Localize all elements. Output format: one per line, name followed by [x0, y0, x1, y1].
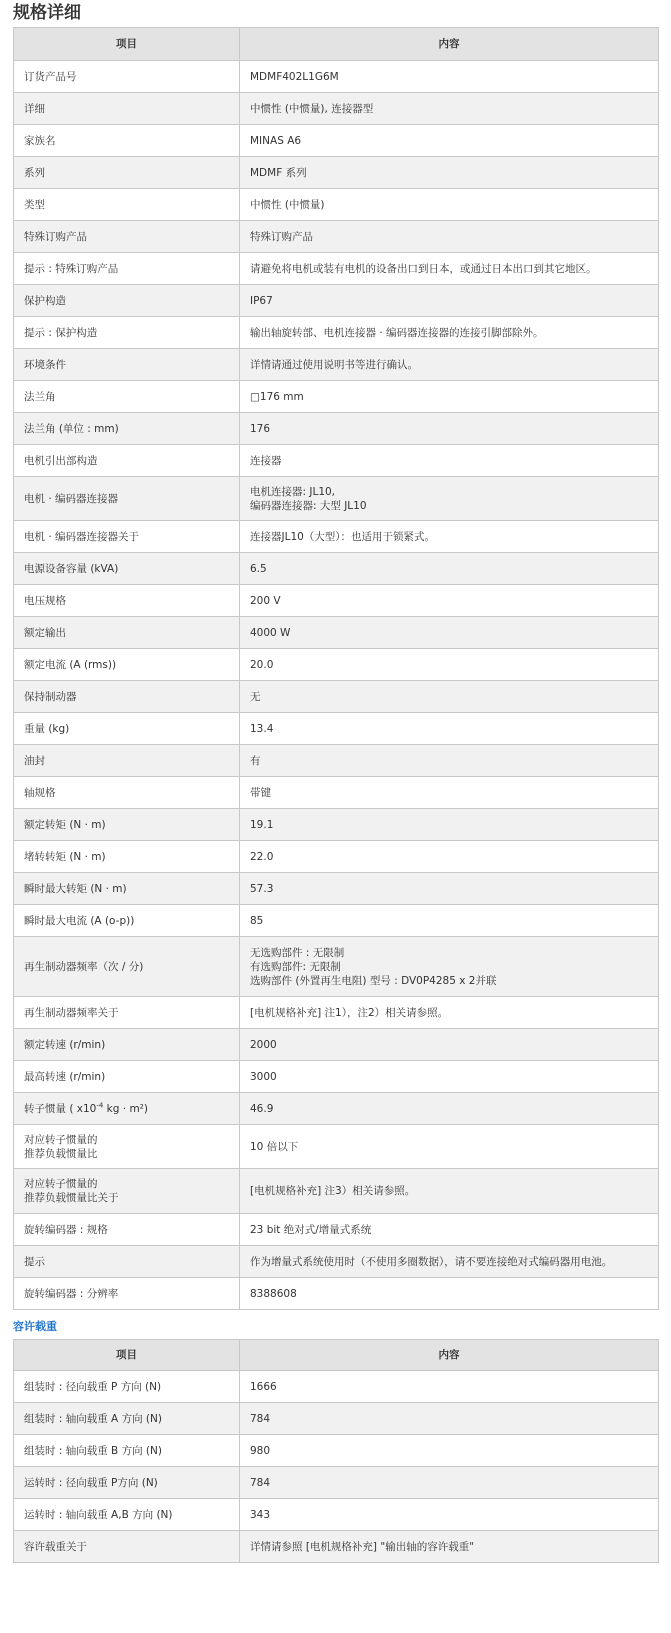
- table-row: [14, 1403, 659, 1435]
- table-row: [14, 1435, 659, 1467]
- row-value: [240, 937, 659, 997]
- row-label: 轴规格: [14, 777, 240, 809]
- row-label: 家族名: [14, 125, 240, 157]
- row-value: 57.3: [240, 873, 659, 905]
- row-label: 订货产品号: [14, 61, 240, 93]
- row-value: 176: [240, 413, 659, 445]
- row-value: MINAS A6: [240, 125, 659, 157]
- exponent: -4: [96, 1101, 104, 1109]
- row-label-line: 对应转子惯量的: [24, 1133, 98, 1146]
- row-label: [14, 1125, 240, 1169]
- row-value: 200 V: [240, 585, 659, 617]
- table-row: [14, 253, 659, 285]
- row-value: 输出轴旋转部、电机连接器 · 编码器连接器的连接引脚部除外。: [240, 317, 659, 349]
- row-value: 详情请参照 [电机规格补充] "输出轴的容许载重": [240, 1531, 659, 1563]
- allowable-load-link[interactable]: 容许载重: [13, 1320, 57, 1333]
- row-label: 运转时 : 轴向载重 A,B 方向 (N): [14, 1499, 240, 1531]
- row-value: [电机规格补充] 注1），注2）相关请参照。: [240, 997, 659, 1029]
- row-value: 1666: [240, 1371, 659, 1403]
- row-value: [240, 477, 659, 521]
- table-row: [14, 1093, 659, 1125]
- row-value: □176 mm: [240, 381, 659, 413]
- row-value: 有: [240, 745, 659, 777]
- row-value: MDMF402L1G6M: [240, 61, 659, 93]
- row-value: 784: [240, 1403, 659, 1435]
- row-label: 额定转矩 (N · m): [14, 809, 240, 841]
- page-title: 规格详细: [13, 3, 81, 23]
- column-header-item: 项目: [14, 28, 240, 61]
- row-label-part: 转子惯量 ( x10: [24, 1102, 97, 1115]
- row-value: 连接器: [240, 445, 659, 477]
- table-row: [14, 905, 659, 937]
- row-label: 组装时 : 轴向载重 A 方向 (N): [14, 1403, 240, 1435]
- row-label: 旋转编码器 : 规格: [14, 1214, 240, 1246]
- table-row: [14, 681, 659, 713]
- row-label: [14, 1093, 240, 1125]
- row-label-line: 对应转子惯量的: [24, 1178, 98, 1190]
- row-label: 最高转速 (r/min): [14, 1061, 240, 1093]
- table-row: [14, 713, 659, 745]
- table-row: [14, 477, 659, 521]
- row-label: 瞬时最大电流 (A (o-p)): [14, 905, 240, 937]
- column-header-item: 项目: [14, 1340, 240, 1371]
- row-value: 23 bit 绝对式/增量式系统: [240, 1214, 659, 1246]
- row-label: 法兰角: [14, 381, 240, 413]
- row-label: 容许载重关于: [14, 1531, 240, 1563]
- row-label-line: 推荐负载惯量比关于: [24, 1192, 119, 1204]
- row-value: 10 倍以下: [240, 1125, 659, 1169]
- row-label: 组装时 : 轴向载重 B 方向 (N): [14, 1435, 240, 1467]
- row-label: 电压规格: [14, 585, 240, 617]
- row-value-line: 选购部件 (外置再生电阻) 型号 : DV0P4285 x 2并联: [250, 974, 497, 987]
- table-row: [14, 125, 659, 157]
- row-label: 类型: [14, 189, 240, 221]
- table-row: [14, 1467, 659, 1499]
- row-value: 13.4: [240, 713, 659, 745]
- table-row: [14, 649, 659, 681]
- row-label: 油封: [14, 745, 240, 777]
- row-label: 瞬时最大转矩 (N · m): [14, 873, 240, 905]
- table-row: [14, 585, 659, 617]
- row-label: 堵转转矩 (N · m): [14, 841, 240, 873]
- row-value: 中惯性 (中惯量), 连接器型: [240, 93, 659, 125]
- row-value: 8388608: [240, 1278, 659, 1310]
- row-label: 再生制动器频率关于: [14, 997, 240, 1029]
- row-value-line: 编码器连接器: 大型 JL10: [250, 499, 367, 512]
- row-value: 特殊订购产品: [240, 221, 659, 253]
- table-row: [14, 1278, 659, 1310]
- row-value: IP67: [240, 285, 659, 317]
- table-row: [14, 1061, 659, 1093]
- row-label: 特殊订购产品: [14, 221, 240, 253]
- row-label: 保持制动器: [14, 681, 240, 713]
- table-row: [14, 1169, 659, 1214]
- row-label: 保护构造: [14, 285, 240, 317]
- table-row: [14, 997, 659, 1029]
- table-row: [14, 1531, 659, 1563]
- row-value: 带键: [240, 777, 659, 809]
- row-label: 额定转速 (r/min): [14, 1029, 240, 1061]
- row-value: [电机规格补充] 注3）相关请参照。: [240, 1169, 659, 1214]
- table-row: [14, 1371, 659, 1403]
- row-value: 详情请通过使用说明书等进行确认。: [240, 349, 659, 381]
- row-label-line: 推荐负载惯量比: [24, 1147, 98, 1160]
- row-value: 无: [240, 681, 659, 713]
- row-label: 电机引出部构造: [14, 445, 240, 477]
- row-value: 3000: [240, 1061, 659, 1093]
- row-value: 343: [240, 1499, 659, 1531]
- table-row: [14, 61, 659, 93]
- row-label: 再生制动器频率（次 / 分): [14, 937, 240, 997]
- row-label: 提示: [14, 1246, 240, 1278]
- row-value: 2000: [240, 1029, 659, 1061]
- table-row: [14, 445, 659, 477]
- row-label: 重量 (kg): [14, 713, 240, 745]
- row-label: 详细: [14, 93, 240, 125]
- row-value: 784: [240, 1467, 659, 1499]
- row-value-line: 无选购部件 : 无限制: [250, 946, 345, 959]
- table-row: [14, 189, 659, 221]
- table-row: [14, 1499, 659, 1531]
- spec-table-header-row: [14, 28, 659, 61]
- table-row: [14, 617, 659, 649]
- row-value-line: 电机连接器: JL10,: [250, 485, 336, 498]
- row-label: 提示 : 特殊订购产品: [14, 253, 240, 285]
- row-value: 22.0: [240, 841, 659, 873]
- table-row: [14, 1246, 659, 1278]
- table-row: [14, 285, 659, 317]
- row-label: 系列: [14, 157, 240, 189]
- table-row: [14, 873, 659, 905]
- row-value: 6.5: [240, 553, 659, 585]
- row-label: 额定输出: [14, 617, 240, 649]
- row-value: 19.1: [240, 809, 659, 841]
- load-table-header-row: [14, 1340, 659, 1371]
- row-label-part: kg · m²): [103, 1102, 148, 1115]
- table-row: [14, 93, 659, 125]
- spec-table: [13, 27, 659, 1310]
- row-value: 请避免将电机或装有电机的设备出口到日本，或通过日本出口到其它地区。: [240, 253, 659, 285]
- row-value: 作为增量式系统使用时（不使用多圈数据），请不要连接绝对式编码器用电池。: [240, 1246, 659, 1278]
- table-row: [14, 521, 659, 553]
- table-row: [14, 1029, 659, 1061]
- table-row: [14, 777, 659, 809]
- table-row: [14, 553, 659, 585]
- row-label: 电机 · 编码器连接器关于: [14, 521, 240, 553]
- table-row: [14, 937, 659, 997]
- row-label: 法兰角 (单位 : mm): [14, 413, 240, 445]
- row-value: 85: [240, 905, 659, 937]
- allowable-load-table: [13, 1339, 659, 1563]
- table-row: [14, 157, 659, 189]
- row-label: 提示 : 保护构造: [14, 317, 240, 349]
- table-row: [14, 1125, 659, 1169]
- row-label: 电源设备容量 (kVA): [14, 553, 240, 585]
- column-header-content: 内容: [240, 1340, 659, 1371]
- row-value: 46.9: [240, 1093, 659, 1125]
- table-row: [14, 349, 659, 381]
- table-row: [14, 1214, 659, 1246]
- table-row: [14, 317, 659, 349]
- table-row: [14, 221, 659, 253]
- row-value: 连接器JL10（大型）：也适用于锁紧式。: [240, 521, 659, 553]
- row-label: 电机 · 编码器连接器: [14, 477, 240, 521]
- row-value-line: 有选购部件: 无限制: [250, 960, 341, 973]
- table-row: [14, 745, 659, 777]
- column-header-content: 内容: [240, 28, 659, 61]
- table-row: [14, 381, 659, 413]
- row-value: 中惯性 (中惯量): [240, 189, 659, 221]
- row-value: 980: [240, 1435, 659, 1467]
- table-row: [14, 413, 659, 445]
- row-label: 环境条件: [14, 349, 240, 381]
- row-value: 20.0: [240, 649, 659, 681]
- table-row: [14, 809, 659, 841]
- table-row: [14, 841, 659, 873]
- row-label: 组装时 : 径向载重 P 方向 (N): [14, 1371, 240, 1403]
- row-value: MDMF 系列: [240, 157, 659, 189]
- row-label: 额定电流 (A (rms)): [14, 649, 240, 681]
- row-label: [14, 1169, 240, 1214]
- row-value: 4000 W: [240, 617, 659, 649]
- row-label: 旋转编码器 : 分辨率: [14, 1278, 240, 1310]
- row-label: 运转时 : 径向载重 P方向 (N): [14, 1467, 240, 1499]
